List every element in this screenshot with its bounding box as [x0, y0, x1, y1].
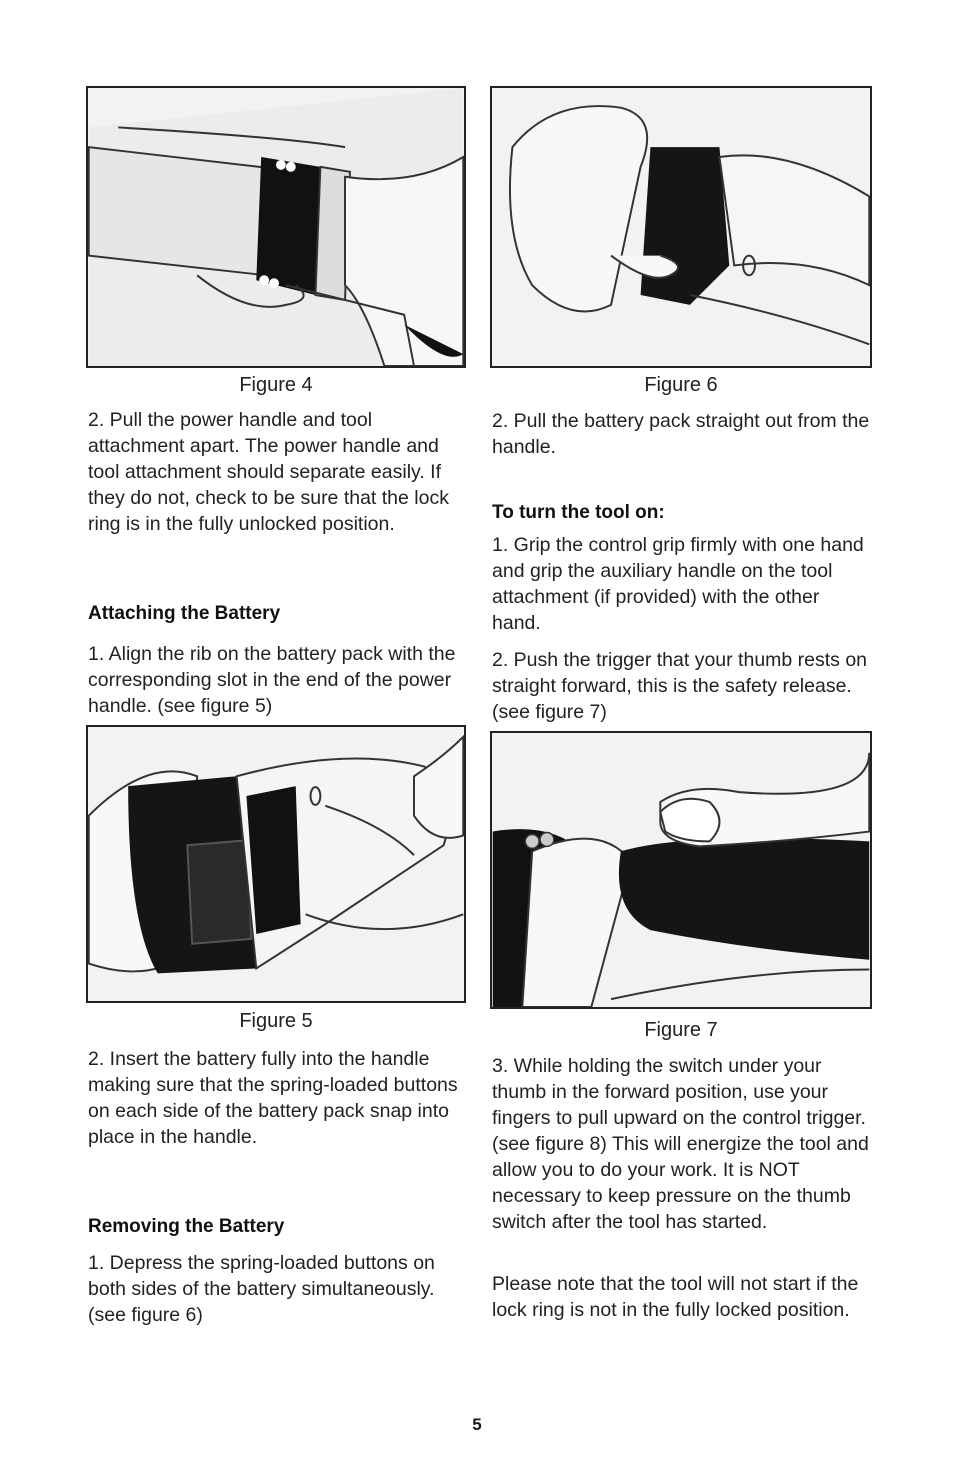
figure-7-caption: Figure 7 — [644, 1019, 718, 1041]
right-paragraph-1: 2. Pull the battery pack straight out from the handle. — [492, 410, 870, 458]
figure-5-caption: Figure 5 — [239, 1010, 313, 1032]
left-paragraph-2: 1. Align the rib on the battery pack with the corresponding slot in the end of the power handle. (see figure 5) — [88, 643, 456, 717]
heading-attaching-battery: Attaching the Battery — [88, 603, 281, 624]
right-paragraph-5: Please note that the tool will not start if the lock ring is not in the fully locked position. — [492, 1273, 859, 1321]
page-number: 5 — [472, 1415, 482, 1434]
figure-4-image — [86, 86, 466, 368]
figure-4-caption: Figure 4 — [239, 374, 313, 396]
right-paragraph-4: 3. While holding the switch under your thumb in the forward position, use your fingers to pull upward on the control trigger. (see figure 8) This will energize the tool and allow you to do your work. It is NOT necessary to keep pressure on the thumb switch after the tool has started. — [492, 1055, 869, 1233]
heading-removing-battery: Removing the Battery — [88, 1216, 285, 1237]
left-paragraph-1: 2. Pull the power handle and tool attachment apart. The power handle and tool attachment should separate easily. If they do not, check to be sure that the lock ring is in the fully unlocked position. — [88, 409, 449, 535]
figure-6-image — [490, 86, 872, 368]
figure-6-caption: Figure 6 — [644, 374, 718, 396]
figure-7-image — [490, 731, 872, 1009]
left-paragraph-3: 2. Insert the battery fully into the handle making sure that the spring-loaded buttons on each side of the battery pack snap into place in the handle. — [88, 1048, 458, 1148]
heading-turn-tool-on: To turn the tool on: — [492, 502, 665, 523]
figure-5-image — [86, 725, 466, 1003]
left-paragraph-4: 1. Depress the spring-loaded buttons on both sides of the battery simultaneously. (see figure 6) — [88, 1252, 435, 1326]
right-paragraph-3: 2. Push the trigger that your thumb rests on straight forward, this is the safety release. (see figure 7) — [492, 649, 868, 723]
right-paragraph-2: 1. Grip the control grip firmly with one hand and grip the auxiliary handle on the tool attachment (if provided) with the other hand. — [492, 534, 864, 634]
